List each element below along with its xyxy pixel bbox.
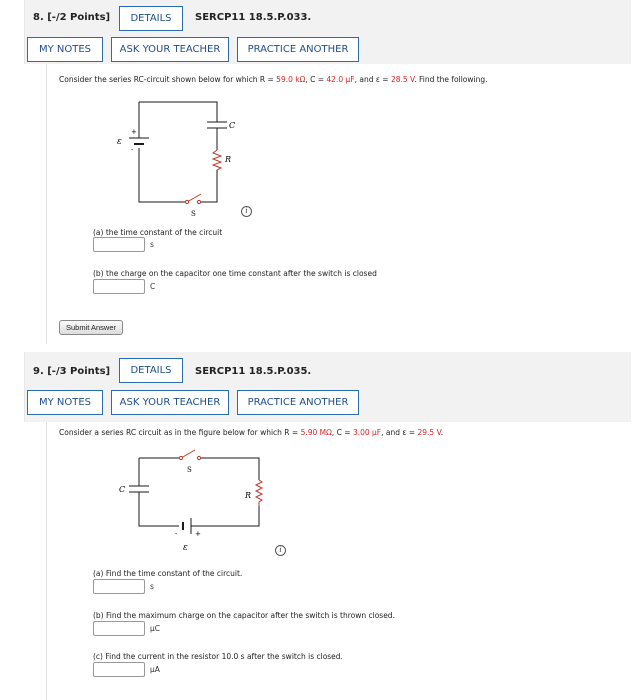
circuit-diagram	[107, 92, 247, 222]
submit-answer-button[interactable]: Submit Answer	[59, 320, 123, 335]
capacitor-plate	[129, 486, 149, 492]
capacitor-plate	[207, 122, 227, 128]
question-prompt: Consider a series RC circuit as in the figure below for which R = 5.90 MΩ, C = 3.00 µF, and ε = 29.5 V.	[59, 428, 444, 437]
question-9-body	[46, 422, 631, 700]
resistor-label: R	[245, 491, 252, 500]
part-a-text: (a) the time constant of the circuit	[93, 228, 223, 237]
ask-your-teacher-button[interactable]: ASK YOUR TEACHER	[111, 37, 229, 62]
part-a-answer-input[interactable]	[93, 579, 145, 594]
resistor-zigzag	[213, 150, 221, 170]
part-a-unit: s	[150, 240, 154, 249]
question-8-header	[24, 0, 631, 64]
resistor-zigzag	[256, 480, 262, 506]
part-c-unit: µA	[150, 665, 160, 674]
question-prompt: Consider the series RC-circuit shown below for which R = 59.0 kΩ, C = 42.0 µF, and ε = 28.5 V. Find the following.	[59, 75, 488, 84]
part-a-text: (a) Find the time constant of the circuit.	[93, 569, 243, 578]
details-button[interactable]: DETAILS	[119, 6, 183, 31]
part-a-answer-input[interactable]	[93, 237, 145, 252]
circuit-diagram	[119, 448, 279, 558]
part-b-text: (b) Find the maximum charge on the capacitor after the switch is thrown closed.	[93, 611, 395, 620]
circuit-wire	[139, 102, 185, 202]
part-c-text: (c) Find the current in the resistor 10.0 s after the switch is closed.	[93, 652, 343, 661]
resistance-value: 5.90 MΩ	[300, 428, 332, 437]
capacitor-label: C	[119, 485, 126, 494]
info-icon[interactable]: i	[241, 206, 252, 217]
minus-sign: -	[175, 530, 178, 538]
plus-sign: +	[195, 530, 201, 538]
resistor-label: R	[225, 155, 232, 164]
question-8-body	[46, 64, 631, 344]
emf-value: 28.5 V	[390, 75, 415, 84]
question-title: 9. [-/3 Points]	[33, 366, 111, 377]
minus-sign: -	[131, 146, 134, 154]
emf-label: ε	[117, 137, 122, 147]
plus-sign: +	[131, 128, 137, 136]
part-b-answer-input[interactable]	[93, 279, 145, 294]
circuit-wire	[191, 506, 259, 526]
circuit-wire	[139, 102, 217, 122]
part-b-unit: µC	[150, 624, 161, 633]
emf-label: ε	[183, 543, 188, 553]
circuit-wire	[139, 458, 259, 480]
part-b-answer-input[interactable]	[93, 621, 145, 636]
switch-label: S	[187, 466, 192, 474]
my-notes-button[interactable]: MY NOTES	[27, 390, 103, 415]
practice-another-button[interactable]: PRACTICE ANOTHER	[237, 37, 359, 62]
capacitor-label: C	[229, 121, 236, 130]
question-title: 8. [-/2 Points]	[33, 12, 111, 23]
info-icon[interactable]: i	[275, 545, 286, 556]
my-notes-button[interactable]: MY NOTES	[27, 37, 103, 62]
resistance-value: 59.0 kΩ	[276, 75, 306, 84]
practice-another-button[interactable]: PRACTICE ANOTHER	[237, 390, 359, 415]
ask-your-teacher-button[interactable]: ASK YOUR TEACHER	[111, 390, 229, 415]
question-9-header	[24, 352, 631, 422]
question-code: SERCP11 18.5.P.035.	[195, 366, 312, 377]
question-code: SERCP11 18.5.P.033.	[195, 12, 312, 23]
switch-blade	[181, 450, 195, 458]
part-a-unit: s	[150, 582, 154, 591]
part-c-answer-input[interactable]	[93, 662, 145, 677]
part-b-unit: C	[150, 282, 156, 291]
circuit-wire	[199, 170, 217, 202]
capacitance-value: 3.00 µF	[352, 428, 382, 437]
part-b-text: (b) the charge on the capacitor one time constant after the switch is closed	[93, 269, 377, 278]
capacitance-value: 42.0 µF	[326, 75, 355, 84]
switch-label: S	[191, 210, 196, 218]
details-button[interactable]: DETAILS	[119, 358, 183, 383]
emf-value: 29.5 V	[417, 428, 441, 437]
